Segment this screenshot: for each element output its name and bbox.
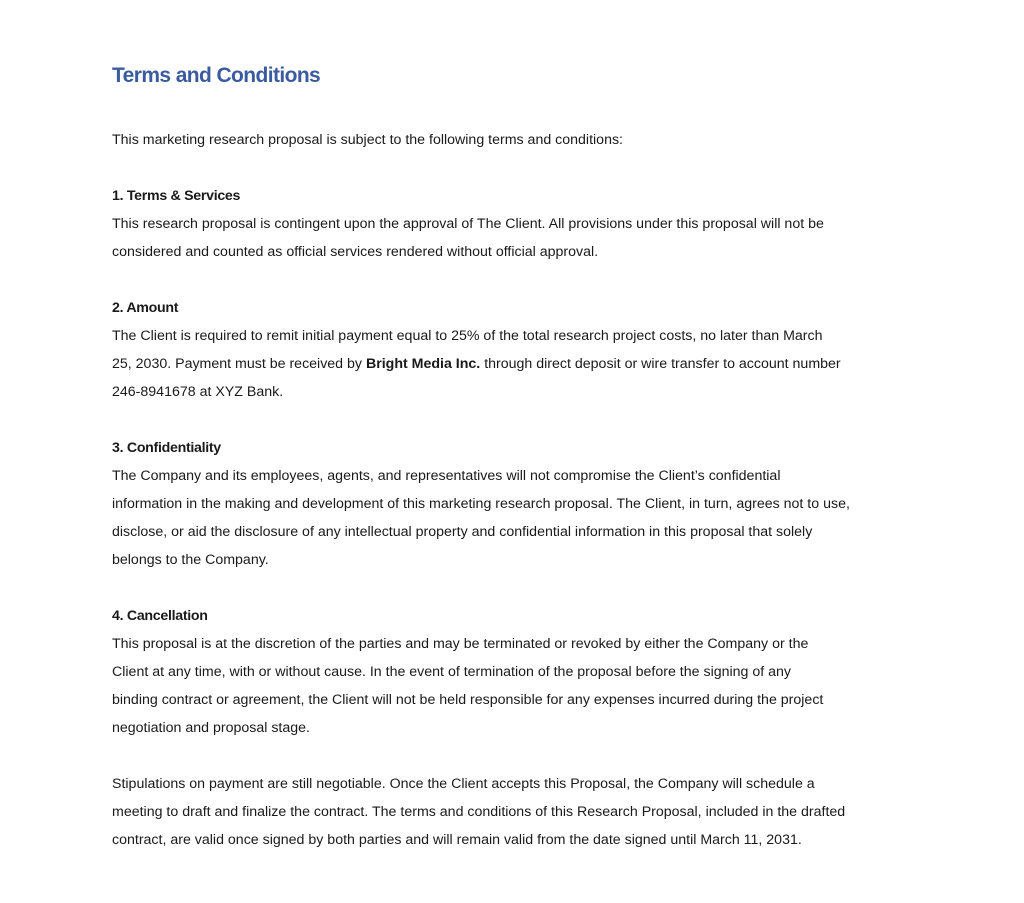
closing-paragraph (112, 770, 932, 854)
section-heading: 3. Confidentiality (112, 440, 221, 456)
paragraph-line: This proposal is at the discretion of the parties and may be terminated or revoked by either the Company or the (112, 636, 809, 652)
paragraph-line: The Company and its employees, agents, and representatives will not compromise the Client’s confidential (112, 468, 781, 484)
paragraph-line: information in the making and development of this marketing research proposal. The Client, in turn, agrees not to use, (112, 496, 850, 512)
paragraph-line: belongs to the Company. (112, 552, 269, 568)
paragraph-line: contract, are valid once signed by both parties and will remain valid from the date signed until March 11, 2031. (112, 832, 802, 848)
section-heading: 4. Cancellation (112, 608, 208, 624)
paragraph-line: meeting to draft and finalize the contract. The terms and conditions of this Research Proposal, included in the drafted (112, 804, 846, 820)
paragraph-line: This research proposal is contingent upon the approval of The Client. All provisions under this proposal will not be (112, 216, 824, 232)
paragraph-line: disclose, or aid the disclosure of any intellectual property and confidential information in this proposal that solely (112, 524, 813, 540)
paragraph-line: Stipulations on payment are still negotiable. Once the Client accepts this Proposal, the Company will schedule a (112, 776, 815, 792)
paragraph-line: binding contract or agreement, the Client will not be held responsible for any expenses incurred during the project (112, 692, 824, 708)
intro-text: This marketing research proposal is subject to the following terms and conditions: (112, 132, 623, 148)
paragraph-line: 246-8941678 at XYZ Bank. (112, 384, 284, 400)
text: 25, 2030. Payment must be received by (112, 356, 366, 372)
page-title: Terms and Conditions (112, 64, 321, 87)
document-body (112, 126, 932, 854)
section-heading: 1. Terms & Services (112, 188, 241, 204)
company-name: Bright Media Inc. (365, 356, 481, 372)
paragraph-line: negotiation and proposal stage. (112, 720, 310, 736)
section-confidentiality (112, 434, 932, 574)
paragraph-line: Client at any time, with or without cause. In the event of termination of the proposal before the signing of any (112, 664, 792, 680)
paragraph-line: The Client is required to remit initial payment equal to 25% of the total research project costs, no later than March (112, 328, 823, 344)
section-amount (112, 294, 932, 406)
section-terms-services (112, 182, 932, 266)
section-heading: 2. Amount (112, 300, 179, 316)
section-cancellation (112, 602, 932, 742)
paragraph-line: considered and counted as official services rendered without official approval. (112, 244, 599, 260)
paragraph-line (112, 350, 932, 378)
text: through direct deposit or wire transfer to account number (480, 356, 841, 372)
